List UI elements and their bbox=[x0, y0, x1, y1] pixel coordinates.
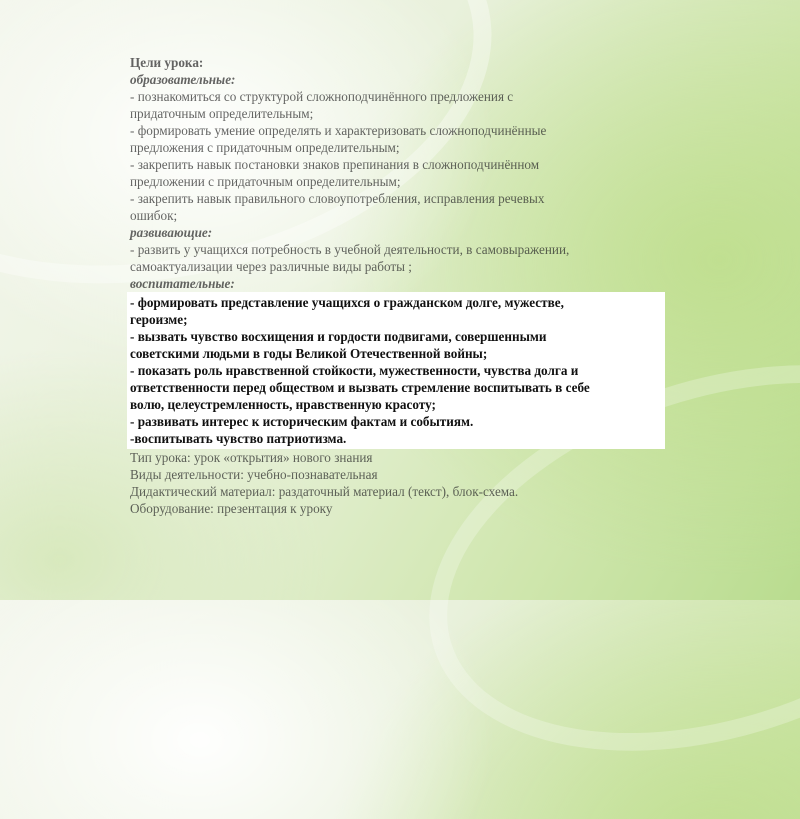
activity-types: Виды деятельности: учебно-познавательная bbox=[130, 467, 378, 482]
developing-list bbox=[130, 241, 670, 275]
upbringing-highlight-box bbox=[127, 292, 665, 449]
list-item: - формировать умение определять и характеризовать сложноподчинённые bbox=[130, 123, 547, 138]
lesson-goals-document bbox=[130, 54, 670, 517]
list-item: советскими людьми в годы Великой Отечественной войны; bbox=[130, 346, 488, 361]
list-item: - закрепить навык постановки знаков препинания в сложноподчинённом bbox=[130, 157, 540, 172]
list-item: - закрепить навык правильного словоупотребления, исправления речевых bbox=[130, 191, 545, 206]
list-item: самоактуализации через различные виды работы ; bbox=[130, 259, 412, 274]
list-item: -воспитывать чувство патриотизма. bbox=[130, 431, 347, 446]
list-item: - развить у учащихся потребность в учебной деятельности, в самовыражении, bbox=[130, 242, 570, 257]
upbringing-heading: воспитательные: bbox=[130, 276, 235, 291]
list-item: - формировать представление учащихся о гражданском долге, мужестве, bbox=[130, 295, 564, 310]
educational-heading: образовательные: bbox=[130, 72, 236, 87]
list-item: придаточным определительным; bbox=[130, 106, 314, 121]
list-item: - познакомиться со структурой сложноподчинённого предложения с bbox=[130, 89, 514, 104]
list-item: предложении с придаточным определительным; bbox=[130, 174, 401, 189]
list-item: героизме; bbox=[130, 312, 188, 327]
educational-list bbox=[130, 88, 670, 224]
lesson-info-footer bbox=[130, 449, 670, 517]
list-item: волю, целеустремленность, нравственную красоту; bbox=[130, 397, 436, 412]
list-item: ответственности перед обществом и вызвать стремление воспитывать в себе bbox=[130, 380, 590, 395]
list-item: - развивать интерес к историческим фактам и событиям. bbox=[130, 414, 474, 429]
developing-heading: развивающие: bbox=[130, 225, 213, 240]
list-item: - показать роль нравственной стойкости, мужественности, чувства долга и bbox=[130, 363, 579, 378]
list-item: - вызвать чувство восхищения и гордости подвигами, совершенными bbox=[130, 329, 547, 344]
list-item: предложения с придаточным определительным; bbox=[130, 140, 400, 155]
list-item: ошибок; bbox=[130, 208, 178, 223]
equipment: Оборудование: презентация к уроку bbox=[130, 501, 333, 516]
didactic-material: Дидактический материал: раздаточный материал (текст), блок-схема. bbox=[130, 484, 519, 499]
document-title: Цели урока: bbox=[130, 55, 204, 70]
lesson-type: Тип урока: урок «открытия» нового знания bbox=[130, 450, 373, 465]
